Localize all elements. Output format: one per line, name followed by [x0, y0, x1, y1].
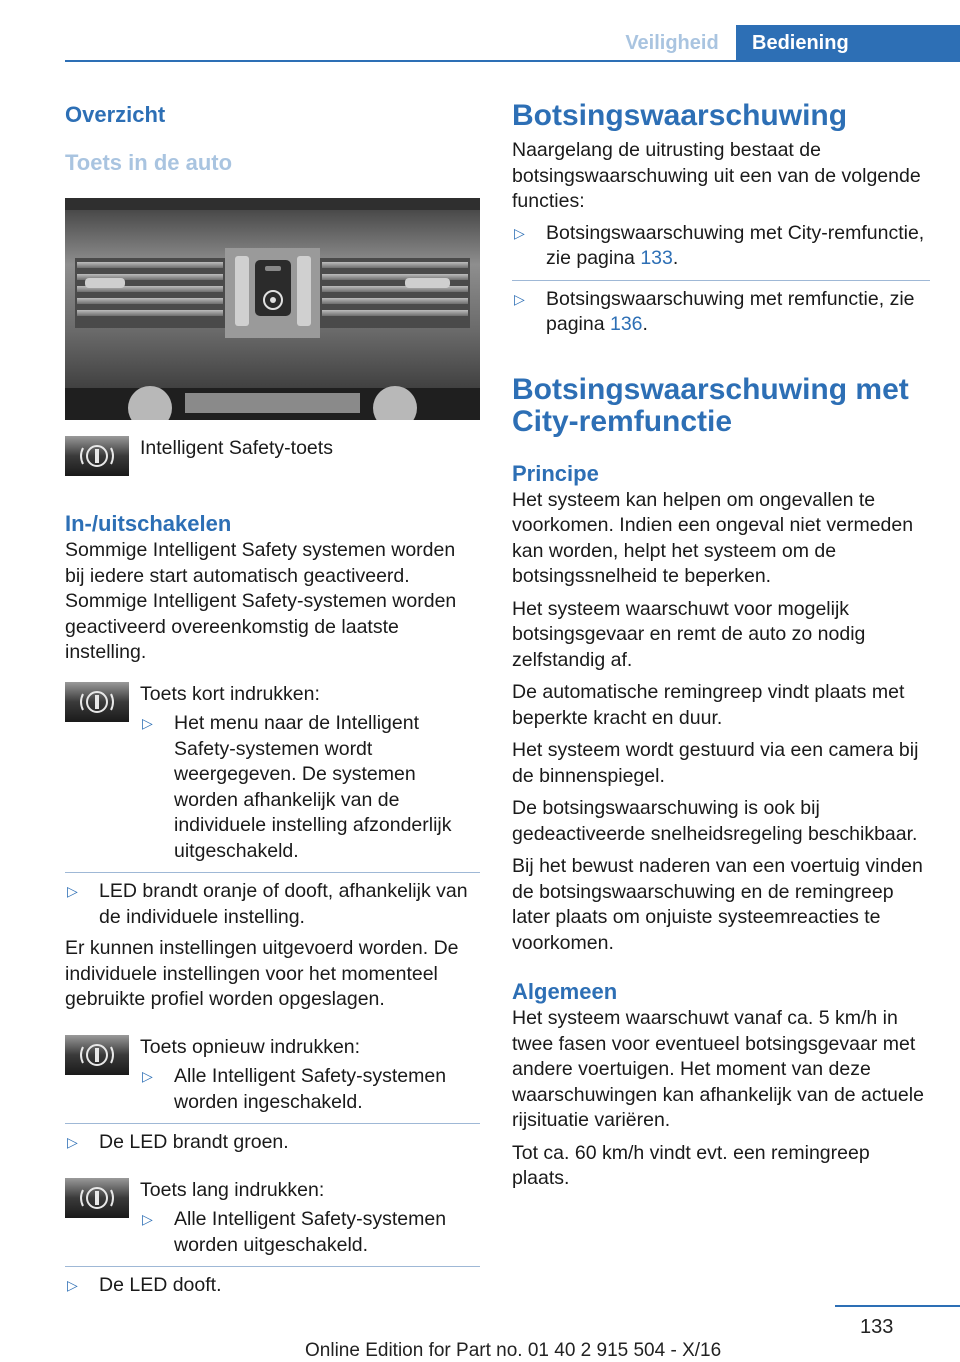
heading-principe: Principe [512, 460, 599, 486]
triangle-bullet-icon: ▷ [142, 715, 153, 731]
list-item [512, 287, 930, 338]
heading-line-1: Botsingswaarschuwing met [512, 372, 909, 406]
list-item [140, 1207, 480, 1258]
heading-in-uitschakelen: In-/uitschakelen [65, 511, 232, 536]
footer-edition: Online Edition for Part no. 01 40 2 915 504 - X/16 [305, 1340, 722, 1361]
list-item [512, 221, 930, 272]
paragraph-intro: Sommige Intelligent Safety systemen worden bij iedere start automatisch geactiveerd. Sommige Intelligent Safety-systemen worden geactiveerd overeenkomstig de laatste instelling. [65, 539, 457, 663]
triangle-bullet-icon: ▷ [142, 1211, 153, 1227]
divider [512, 280, 930, 281]
list-item-text: De LED dooft. [99, 1274, 222, 1296]
page-link-133[interactable]: 133 [640, 247, 673, 269]
footer-rule [835, 1305, 960, 1307]
opnieuw-label: Toets opnieuw indrukken: [140, 1035, 361, 1058]
divider [65, 872, 480, 873]
triangle-bullet-icon: ▷ [67, 1277, 78, 1293]
paragraph: De botsingswaarschuwing is ook bij gedeactiveerde snelheidsregeling beschikbaar. [512, 797, 918, 845]
intelligent-safety-key-icon [65, 1035, 129, 1075]
triangle-bullet-icon: ▷ [514, 290, 525, 307]
intelligent-safety-key-icon [65, 682, 129, 722]
heading-toets-in-de-auto: Toets in de auto [65, 150, 233, 175]
heading-overzicht: Overzicht [65, 102, 166, 127]
triangle-bullet-icon: ▷ [67, 883, 78, 899]
heading-city-remfunctie [512, 374, 930, 438]
list-item [140, 711, 480, 864]
lang-row [65, 1178, 480, 1259]
heading-line-2: City-remfunctie [512, 404, 733, 438]
list-item-text-part: Botsingswaarschuwing met City-remfunctie, zie pagina [546, 221, 925, 269]
page-link-136[interactable]: 136 [609, 313, 643, 335]
list-item [65, 879, 480, 930]
kort-row [65, 682, 480, 865]
list-item-text: LED brandt oranje of dooft, afhankelijk van de individuele instelling. [99, 880, 468, 928]
heading-algemeen: Algemeen [512, 979, 618, 1004]
lang-label: Toets lang indrukken: [140, 1178, 325, 1201]
list-item-text: Alle Intelligent Safety-systemen worden uitgeschakeld. [174, 1208, 447, 1256]
triangle-bullet-icon: ▷ [67, 1134, 78, 1150]
triangle-bullet-icon: ▷ [514, 224, 525, 241]
list-item-text [546, 287, 930, 338]
intelligent-safety-key-icon [65, 1178, 129, 1218]
paragraph: Het systeem waarschuwt voor mogelijk botsingsgevaar en remt de auto zo nodig zelfstandig af. [512, 597, 866, 671]
paragraph-botsing-intro: Naargelang de uitrusting bestaat de botsingswaarschuwing uit een van de volgende functies: [512, 139, 921, 212]
right-column [512, 100, 930, 1192]
kort-label: Toets kort indrukken: [140, 682, 320, 705]
list-item-text: Het menu naar de Intelligent Safety-systemen wordt weergegeven. De systemen worden afhankelijk van de individuele instelling afzonderlijk uitgeschakeld. [174, 712, 452, 862]
divider [65, 1123, 480, 1124]
list-item [65, 1130, 480, 1156]
paragraph-settings: Er kunnen instellingen uitgevoerd worden. De individuele instellingen voor het momenteel gebruikte profiel worden opgeslagen. [65, 937, 459, 1010]
caption-row [65, 436, 480, 476]
list-item-text-part: Botsingswaarschuwing met remfunctie, zie pagina [546, 287, 915, 335]
paragraph: Het systeem kan helpen om ongevallen te voorkomen. Indien een ongeval niet vermeden kan worden, helpt het systeem om de botsingssnelheid te beperken. [512, 488, 914, 587]
tab-veiligheid[interactable]: Veiligheid [608, 25, 736, 61]
period: . [642, 313, 648, 335]
left-column [65, 100, 480, 1299]
list-item [140, 1064, 480, 1115]
period: . [672, 247, 679, 269]
opnieuw-row [65, 1035, 480, 1116]
list-item-text [546, 221, 930, 272]
paragraph: De automatische remingreep vindt plaats met beperkte kracht en duur. [512, 681, 905, 729]
page-number: 133 [860, 1316, 894, 1338]
caption-text: Intelligent Safety-toets [140, 437, 333, 459]
intelligent-safety-button-photo [65, 198, 480, 420]
paragraph: Tot ca. 60 km/h vindt evt. een remingreep plaats. [512, 1141, 870, 1189]
triangle-bullet-icon: ▷ [142, 1068, 153, 1084]
paragraph: Het systeem wordt gestuurd via een camera bij de binnenspiegel. [512, 739, 919, 787]
header-rule [65, 60, 960, 62]
tab-bediening[interactable]: Bediening [736, 25, 960, 61]
list-item-text: De LED brandt groen. [99, 1131, 289, 1153]
list-item [65, 1273, 480, 1299]
paragraph: Bij het bewust naderen van een voertuig vinden de botsingswaarschuwing en de remingreep later plaats om onjuiste systeemreacties te voorkomen. [512, 855, 923, 954]
divider [65, 1266, 480, 1267]
paragraph: Het systeem waarschuwt vanaf ca. 5 km/h in twee fasen voor eventueel botsingsgevaar met andere voertuigen. Het moment van deze waarschuwingen kan afhankelijk van de actuele rijsituatie variëren. [512, 1007, 924, 1131]
list-item-text: Alle Intelligent Safety-systemen worden ingeschakeld. [174, 1065, 447, 1113]
intelligent-safety-key-icon [65, 436, 129, 476]
heading-botsingswaarschuwing: Botsingswaarschuwing [512, 99, 848, 132]
